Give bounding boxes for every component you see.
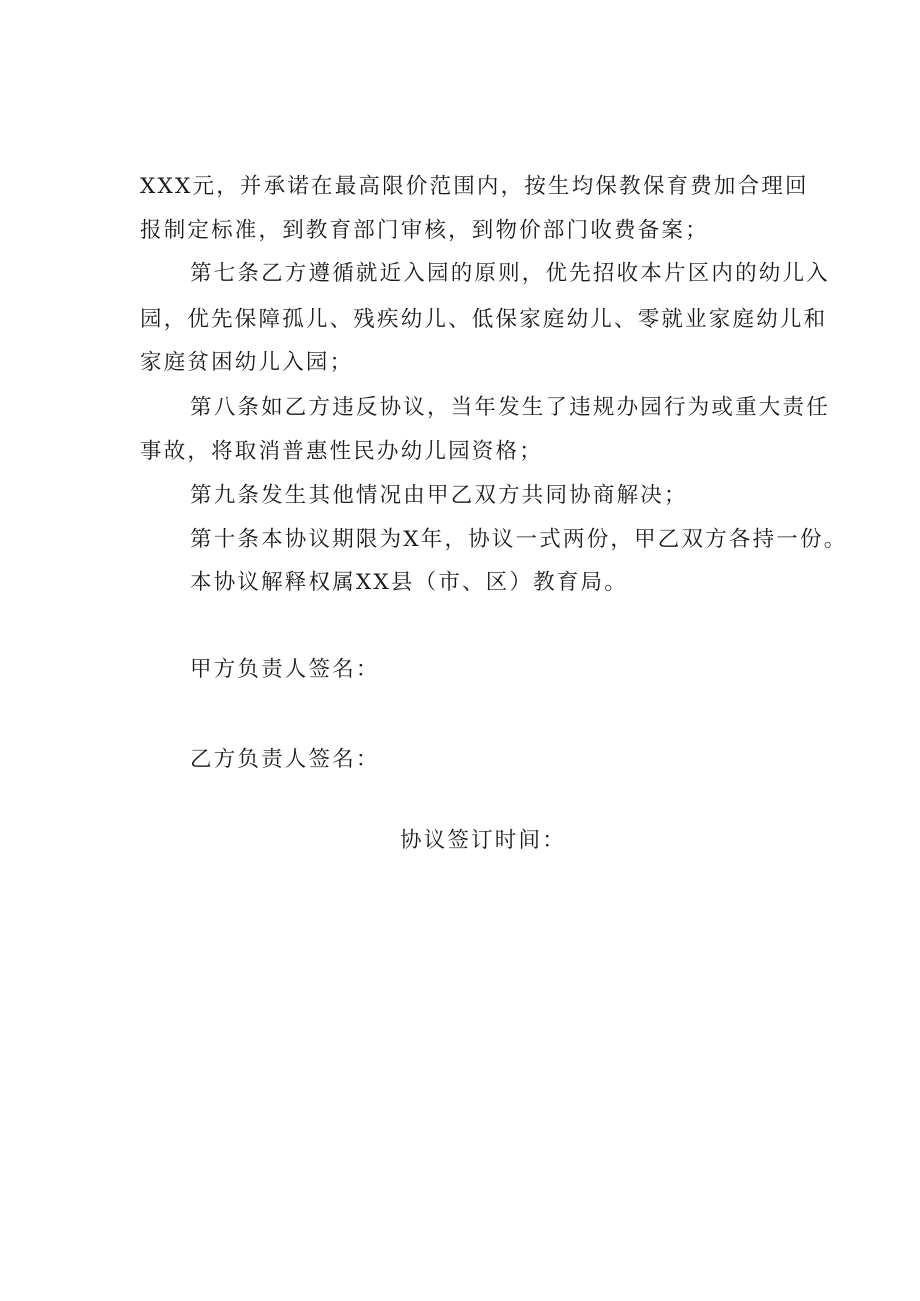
article-10: 第十条本协议期限为X年，协议一式两份，甲乙双方各持一份。 (190, 527, 848, 552)
signing-date-label: 协议签订时间： (400, 828, 566, 853)
party-a-signature-label: 甲方负责人签名： (190, 657, 380, 682)
article-9: 第九条发生其他情况由甲乙双方共同协商解决； (190, 483, 688, 508)
article-7-line-1: 第七条乙方遵循就近入园的原则，优先招收本片区内的幼儿入 (190, 261, 830, 286)
article-7-line-3: 家庭贫困幼儿入园； (140, 350, 354, 375)
party-b-signature-label: 乙方负责人签名： (190, 747, 380, 772)
paragraph-1-line-2: 报制定标准，到教育部门审核，到物价部门收费备案； (140, 218, 709, 243)
article-8-line-2: 事故，将取消普惠性民办幼儿园资格； (140, 439, 543, 464)
article-7-line-2: 园，优先保障孤儿、残疾幼儿、低保家庭幼儿、零就业家庭幼儿和 (140, 307, 828, 332)
interpretation-clause: 本协议解释权属XX县（市、区）教育局。 (190, 570, 628, 595)
article-8-line-1: 第八条如乙方违反协议，当年发生了违规办园行为或重大责任 (190, 395, 830, 420)
paragraph-1-line-1: XXX元，并承诺在最高限价范围内，按生均保教保育费加合理回 (140, 174, 809, 199)
